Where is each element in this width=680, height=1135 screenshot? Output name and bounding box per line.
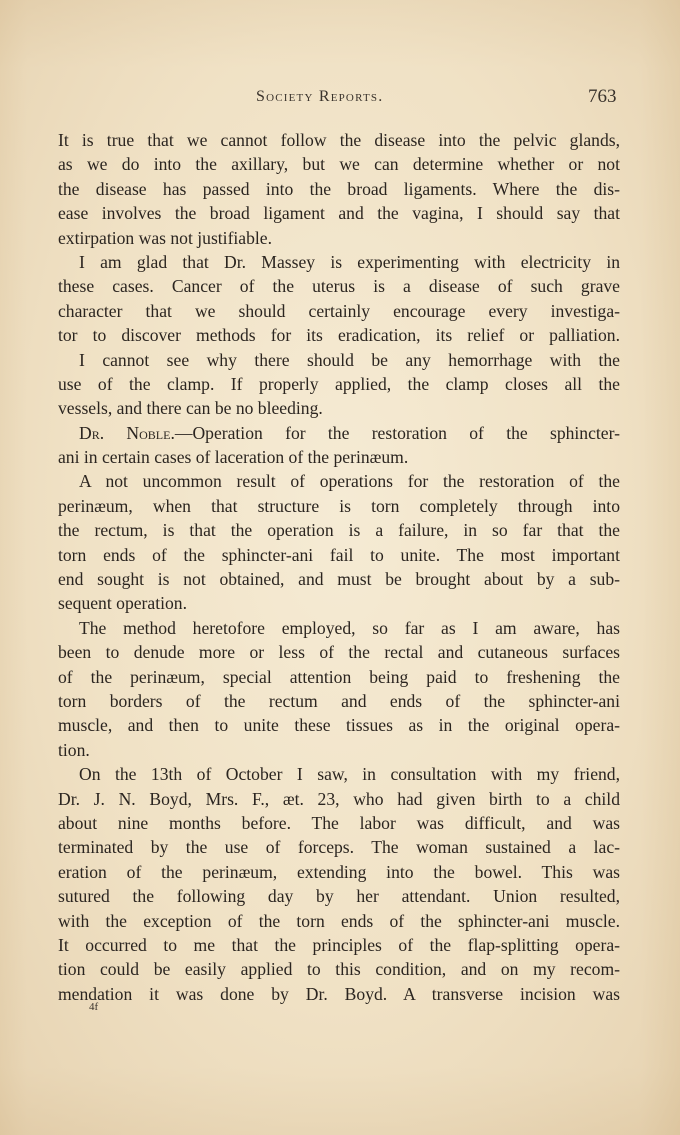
paragraph <box>58 762 620 1006</box>
text-line: vessels, and there can be no bleeding. <box>58 398 323 419</box>
text-line: It occurred to me that the principles of the flap-splitting opera- <box>58 934 620 955</box>
text-line: terminated by the use of forceps. The woman sustained a lac- <box>58 837 620 858</box>
paragraph <box>58 421 620 470</box>
text-line-rest: —Operation for the restoration of the sphincter- <box>174 422 620 443</box>
body-text <box>58 128 620 1006</box>
signature-mark: 4f <box>89 1001 99 1013</box>
text-line: torn ends of the sphincter-ani fail to unite. The most important <box>58 544 620 565</box>
page-number: 763 <box>588 86 617 107</box>
text-line: about nine months before. The labor was difficult, and was <box>58 812 620 833</box>
text-line: eration of the perinæum, extending into the bowel. This was <box>58 861 620 882</box>
text-line: with the exception of the torn ends of the sphincter-ani muscle. <box>58 910 620 931</box>
text-line: Dr. J. N. Boyd, Mrs. F., æt. 23, who had given birth to a child <box>58 788 620 809</box>
text-line: tion. <box>58 739 90 760</box>
text-line: I am glad that Dr. Massey is experimenting with electricity in <box>79 251 620 272</box>
running-head: Society Reports. <box>256 88 384 105</box>
text-line: sequent operation. <box>58 593 187 614</box>
text-line: tor to discover methods for its eradication, its relief or palliation. <box>58 325 620 346</box>
text-line: been to denude more or less of the rectal and cutaneous surfaces <box>58 642 620 663</box>
text-line: ease involves the broad ligament and the vagina, I should say that <box>58 203 620 224</box>
paragraph <box>58 348 620 421</box>
text-line: tion could be easily applied to this condition, and on my recom- <box>58 959 620 980</box>
text-line: sutured the following day by her attendant. Union resulted, <box>58 886 620 907</box>
text-line: the rectum, is that the operation is a failure, in so far that the <box>58 520 620 541</box>
text-line: A not uncommon result of operations for the restoration of the <box>79 471 620 492</box>
text-line: of the perinæum, special attention being paid to freshening the <box>58 666 620 687</box>
paragraph <box>58 616 620 762</box>
text-line: character that we should certainly encourage every investiga- <box>58 300 620 321</box>
text-line: The method heretofore employed, so far as I am aware, has <box>79 617 620 638</box>
text-line <box>58 421 620 445</box>
text-line: extirpation was not justifiable. <box>58 227 273 248</box>
paragraph <box>58 469 620 615</box>
text-line: On the 13th of October I saw, in consultation with my friend, <box>79 764 620 785</box>
text-line: the disease has passed into the broad ligaments. Where the dis- <box>58 178 620 199</box>
paragraph <box>58 250 620 348</box>
speaker-name: Dr. Noble. <box>79 422 175 443</box>
text-line: these cases. Cancer of the uterus is a disease of such grave <box>58 276 620 297</box>
paragraph <box>58 128 620 250</box>
text-line: perinæum, when that structure is torn completely through into <box>58 495 620 516</box>
text-line: end sought is not obtained, and must be brought about by a sub- <box>58 569 620 590</box>
text-line: ani in certain cases of laceration of the perinæum. <box>58 447 409 468</box>
text-line: as we do into the axillary, but we can determine whether or not <box>58 154 620 175</box>
text-line: I cannot see why there should be any hemorrhage with the <box>79 349 620 370</box>
text-line: muscle, and then to unite these tissues as in the original opera- <box>58 715 620 736</box>
page-header <box>0 84 680 110</box>
text-line: mendation it was done by Dr. Boyd. A transverse incision was <box>58 983 620 1004</box>
text-line: torn borders of the rectum and ends of the sphincter-ani <box>58 690 620 711</box>
text-line: It is true that we cannot follow the disease into the pelvic glands, <box>58 130 620 150</box>
text-line: use of the clamp. If properly applied, the clamp closes all the <box>58 373 620 394</box>
